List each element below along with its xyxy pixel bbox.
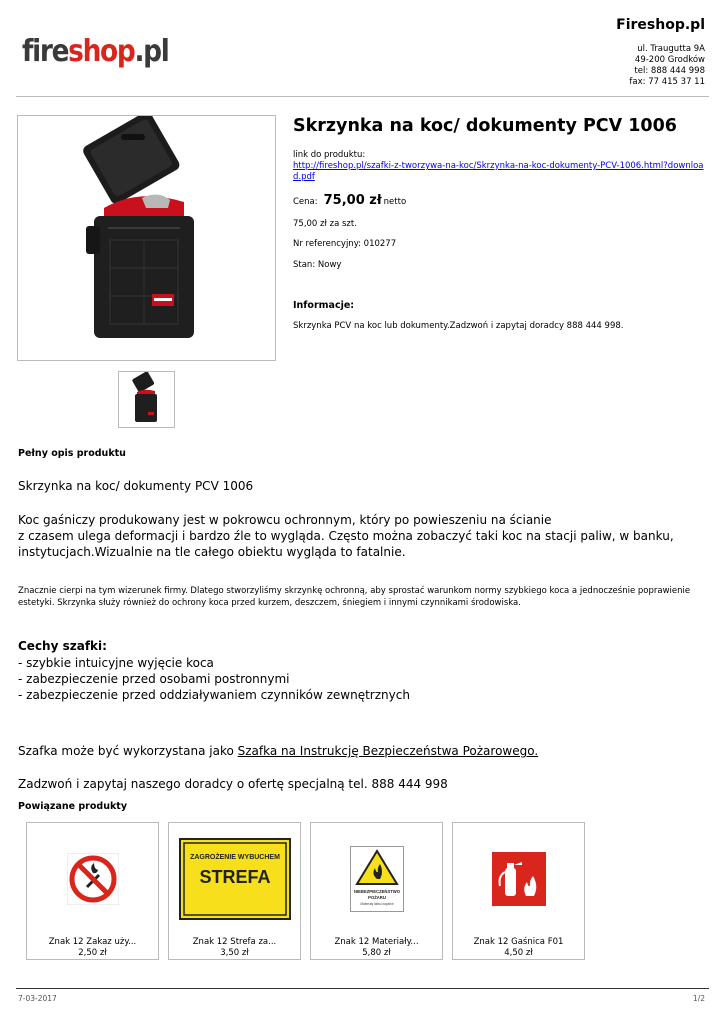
product-thumbnail[interactable] [118,371,175,428]
description-line: z czasem ulega deformacji i bardzo źle to wygląda. Często można zobaczyć taki koc na stacji paliw, w banku, [18,529,674,543]
explosion-zone-sign-icon [179,838,291,920]
related-product-card[interactable] [310,822,443,960]
sign-line-1: ZAGROŻENIE WYBUCHEM [189,854,280,861]
related-products-heading: Powiązane produkty [18,801,128,812]
related-product-price: 3,50 zł [220,948,249,958]
logo-text-fire: fire [22,34,69,69]
fire-extinguisher-sign-icon [492,852,546,906]
related-product-name: Znak 12 Materiały... [334,937,419,947]
product-link-label: link do produktu: [293,150,366,160]
header-divider [16,96,709,97]
related-product-price: 4,50 zł [504,948,533,958]
full-description-heading: Pełny opis produktu [18,448,126,459]
shop-name: Fireshop.pl [616,17,705,33]
sign-caption-3: Materiały łatwo zapalne [359,902,394,906]
related-product-card[interactable] [26,822,159,960]
features-list [18,655,410,703]
address-phone: tel: 888 444 998 [634,66,705,76]
sign-caption-2: POŻARU [367,895,386,900]
description-line: instytucjach.Wizualnie na tle całego obiektu wygląda to fatalnie. [18,545,406,559]
feature-item: - szybkie intuicyjne wyjęcie koca [18,656,214,670]
related-product-image [27,823,158,935]
blanket-box-thumbnail-icon [119,372,174,427]
price-value: 75,00 zł [323,193,382,208]
product-condition: Stan: Nowy [293,260,342,270]
related-product-name: Znak 12 Zakaz uży... [48,937,137,947]
logo[interactable] [22,34,168,69]
blanket-box-icon [18,116,275,360]
related-product-price: 5,80 zł [362,948,391,958]
price-row [293,193,406,208]
usage-line [18,744,538,758]
product-link[interactable]: http://fireshop.pl/szafki-z-tworzywa-na-koc/Skrzynka-na-koc-dokumenty-PCV-1006.html?download.pdf [293,161,704,182]
related-product-image [453,823,584,935]
product-main-image[interactable] [17,115,276,361]
related-product-name: Znak 12 Strefa za... [192,937,277,947]
shop-address [629,44,705,88]
info-text: Skrzynka PCV na koc lub dokumenty.Zadzwoń i zapytaj doradcy 888 444 998. [293,321,624,331]
contact-line: Zadzwoń i zapytaj naszego doradcy o ofertę specjalną tel. 888 444 998 [18,777,448,791]
related-product-card[interactable] [168,822,301,960]
hazard-material-sign-icon [350,846,404,912]
info-heading: Informacje: [293,300,355,311]
address-fax: fax: 77 415 37 11 [629,77,705,87]
feature-item: - zabezpieczenie przed osobami postronnymi [18,672,290,686]
description-title: Skrzynka na koc/ dokumenty PCV 1006 [18,479,254,493]
price-suffix: netto [383,197,407,207]
feature-item: - zabezpieczenie przed oddziaływaniem czynników zewnętrznych [18,688,410,702]
description-small-paragraph: Znacznie cierpi na tym wizerunek firmy. Dlatego stworzyliśmy skrzynkę ochronną, aby sprostać warunkom normy szybkiego koca a jednocześnie poprawienie estetyki. Skrzynka służy również do ochrony koca przed kurzem, deszczem, śniegiem i innymi czynnikami środowiska. [18,586,691,608]
logo-text-shop: shop [68,34,135,69]
related-product-card[interactable] [452,822,585,960]
address-city: 49-200 Grodków [634,55,705,65]
sign-line-2: STREFA [198,867,271,887]
related-product-name: Znak 12 Gaśnica F01 [473,937,564,947]
logo-text-pl: .pl [134,34,169,69]
related-product-image [311,823,442,935]
description-line: Koc gaśniczy produkowany jest w pokrowcu ochronnym, który po powieszeniu na ścianie [18,513,552,527]
no-fire-sign-icon [67,853,119,905]
footer-date: 7-03-2017 [18,994,57,1003]
price-label: Cena: [293,197,318,207]
usage-prefix: Szafka może być wykorzystana jako [18,744,238,758]
sign-caption-1: NIEBEZPIECZEŃSTWO [353,889,400,894]
product-title: Skrzynka na koc/ dokumenty PCV 1006 [293,116,677,136]
related-product-image [169,823,300,935]
description-paragraph [18,512,678,560]
price-per-unit: 75,00 zł za szt. [293,219,357,229]
usage-link[interactable]: Szafka na Instrukcję Bezpieczeństwa Pożarowego. [237,744,539,758]
reference-number: Nr referencyjny: 010277 [293,239,397,249]
related-product-price: 2,50 zł [78,948,107,958]
features-heading: Cechy szafki: [18,639,107,653]
footer-page-number: 1/2 [692,994,705,1003]
address-street: ul. Traugutta 9A [637,44,705,54]
footer-divider [16,988,709,989]
